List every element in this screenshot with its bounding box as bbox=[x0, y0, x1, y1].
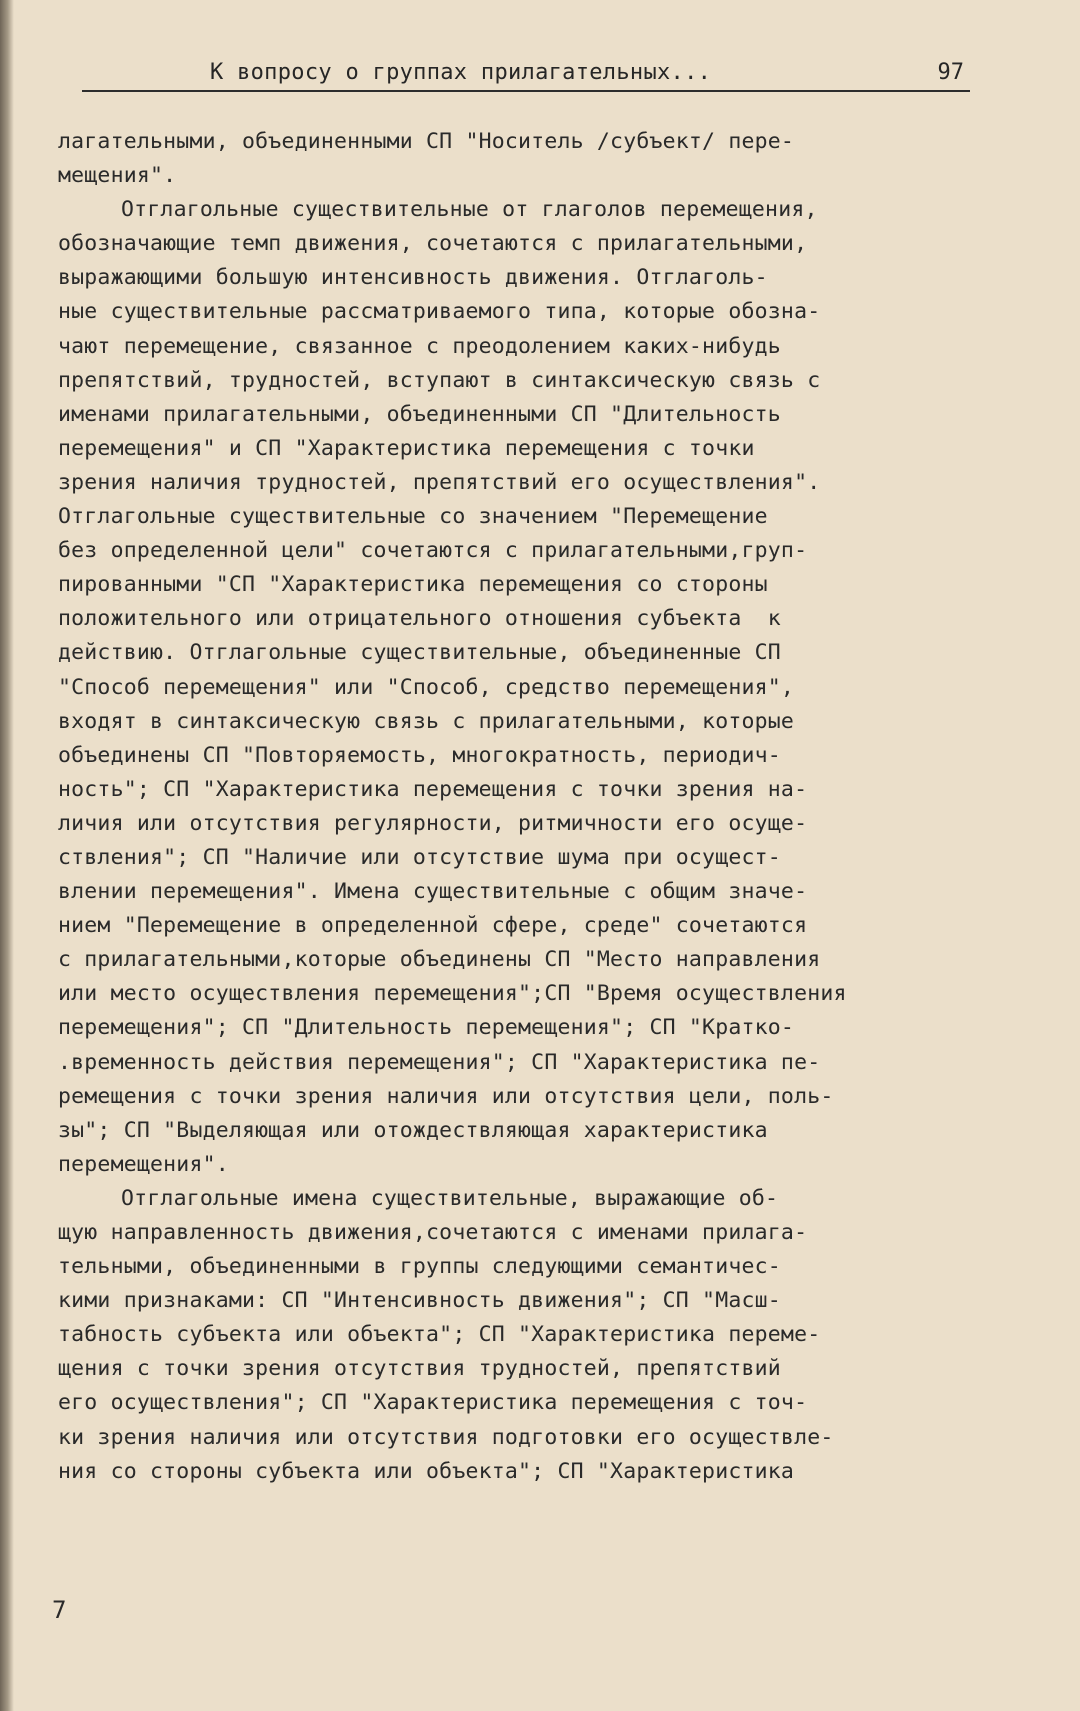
text-line: .временность действия перемещения"; СП "Характеристика пе- bbox=[58, 1049, 821, 1075]
text-line: его осуществления"; СП "Характеристика перемещения с точ- bbox=[58, 1390, 808, 1416]
text-line: влении перемещения". Имена существительные с общим значе- bbox=[58, 879, 808, 905]
text-line: Отглагольные существительные со значением "Перемещение bbox=[58, 504, 768, 530]
book-spine-shadow bbox=[0, 0, 14, 1711]
text-line: пированными "СП "Характеристика перемещения со стороны bbox=[58, 572, 768, 598]
text-line: кими признаками: СП "Интенсивность движения"; СП "Масш- bbox=[58, 1288, 781, 1314]
text-line: именами прилагательными, объединенными СП "Длительность bbox=[58, 401, 781, 427]
text-line: входят в синтаксическую связь с прилагательными, которые bbox=[58, 708, 795, 734]
text-line: ные существительные рассматриваемого типа, которые обозна- bbox=[58, 299, 821, 325]
text-line: обозначающие темп движения, сочетаются с прилагательными, bbox=[58, 231, 808, 257]
text-line: зы"; СП "Выделяющая или отождествляющая характеристика bbox=[58, 1117, 768, 1143]
text-line: объединены СП "Повторяемость, многократность, периодич- bbox=[58, 742, 781, 768]
text-line: перемещения"; СП "Длительность перемещения"; СП "Кратко- bbox=[58, 1015, 795, 1041]
text-line: лагательными, объединенными СП "Носитель /субъект/ пере- bbox=[58, 129, 795, 154]
running-title: К вопросу о группах прилагательных... bbox=[210, 60, 712, 85]
signature-mark: 7 bbox=[52, 1596, 67, 1624]
text-line: Отглагольные существительные от глаголов перемещения, bbox=[121, 197, 818, 223]
text-line: ки зрения наличия или отсутствия подготовки его осуществле- bbox=[58, 1424, 834, 1450]
text-line: нием "Перемещение в определенной сфере, среде" сочетаются bbox=[58, 913, 808, 939]
text-line: ствления"; СП "Наличие или отсутствие шума при осущест- bbox=[58, 844, 781, 870]
text-line: мещения". bbox=[58, 163, 177, 189]
text-line: Отглагольные имена существительные, выражающие об- bbox=[121, 1185, 779, 1211]
text-line: тельными, объединенными в группы следующими семантичес- bbox=[58, 1254, 781, 1280]
text-line: ния со стороны субъекта или объекта"; СП "Характеристика bbox=[58, 1458, 795, 1484]
text-line: зрения наличия трудностей, препятствий его осуществления". bbox=[58, 469, 821, 495]
text-line: "Способ перемещения" или "Способ, средство перемещения", bbox=[58, 674, 795, 700]
text-line: чают перемещение, связанное с преодолением каких-нибудь bbox=[58, 333, 781, 359]
text-line: ность"; СП "Характеристика перемещения с точки зрения на- bbox=[58, 776, 808, 802]
text-line: ремещения с точки зрения наличия или отсутствия цели, поль- bbox=[58, 1083, 834, 1109]
text-line: выражающими большую интенсивность движения. Отглаголь- bbox=[58, 265, 768, 291]
text-line: положительного или отрицательного отношения субъекта к bbox=[58, 606, 781, 632]
text-line: с прилагательными,которые объединены СП "Место направления bbox=[58, 947, 821, 973]
page-number: 97 bbox=[937, 60, 964, 85]
text-line: щую направленность движения,сочетаются с именами прилага- bbox=[58, 1220, 808, 1245]
text-line: табность субъекта или объекта"; СП "Характеристика переме- bbox=[58, 1322, 821, 1348]
text-line: действию. Отглагольные существительные, объединенные СП bbox=[58, 640, 781, 666]
text-line: без определенной цели" сочетаются с прилагательными,груп- bbox=[58, 538, 808, 564]
text-line: препятствий, трудностей, вступают в синтаксическую связь с bbox=[58, 367, 821, 393]
text-line: или место осуществления перемещения";СП "Время осуществления bbox=[58, 981, 847, 1007]
text-line: личия или отсутствия регулярности, ритмичности его осуще- bbox=[58, 810, 808, 836]
text-line: щения с точки зрения отсутствия трудностей, препятствий bbox=[58, 1356, 781, 1382]
page-header bbox=[82, 56, 970, 92]
text-line: перемещения" и СП "Характеристика перемещения с точки bbox=[58, 435, 755, 461]
text-line: перемещения". bbox=[58, 1151, 229, 1177]
body-text bbox=[58, 125, 1018, 1489]
